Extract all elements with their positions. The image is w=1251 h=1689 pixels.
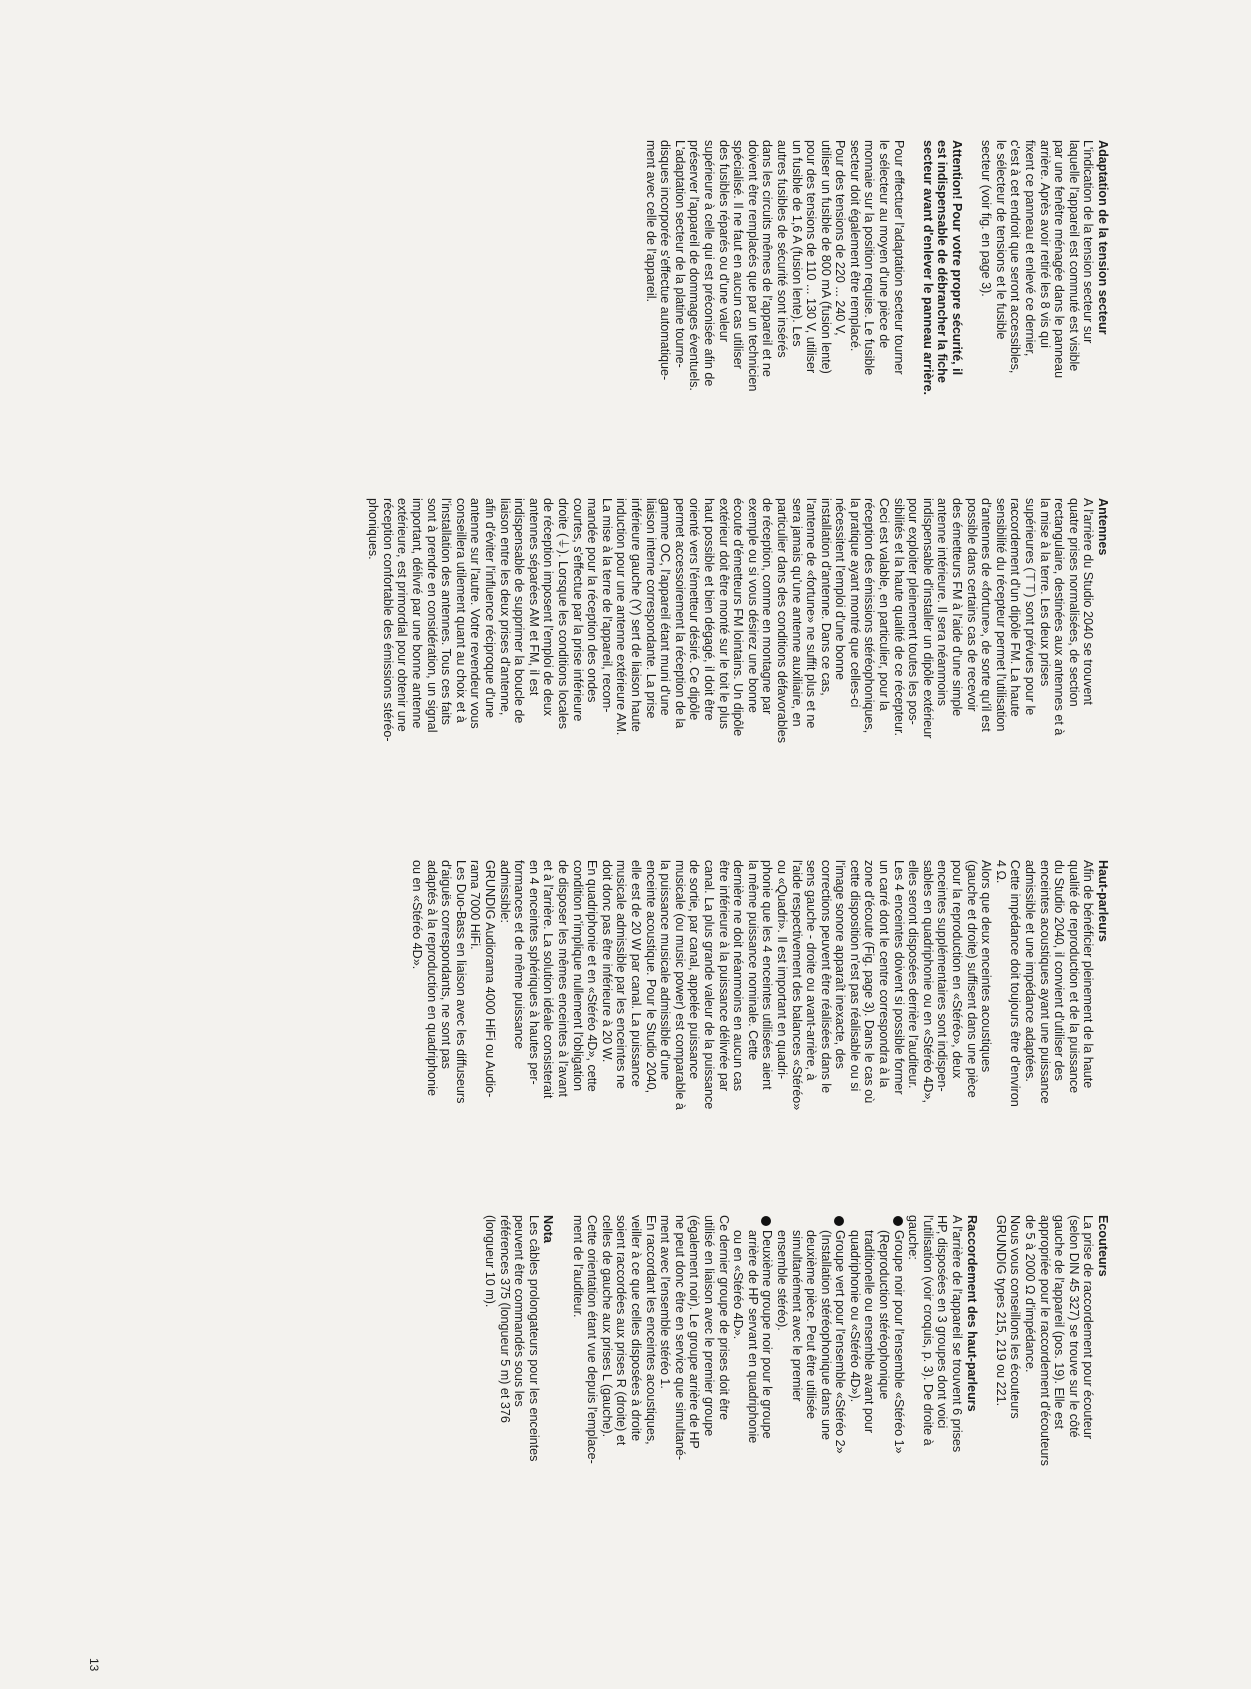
text-line: admissible et une impédance adaptées. [1023,860,1038,1082]
column-tension-secteur [643,140,1110,412]
bullet-item [847,1215,905,1487]
text-line: afin d'éviter l'influence réciproque d'une [483,498,498,719]
text-line: conseillera utilement quant au choix et à [453,498,468,723]
text-line: des émetteurs FM à l'aide d'une simple [950,498,965,717]
text-line: traditionelle ou ensemble avant pour [862,1230,877,1434]
bullet-item [731,1215,775,1487]
text-line: simultanément avec le premier [789,1230,804,1402]
text-line: c'est à cet endroit que seront accessibles, [1008,140,1023,374]
text-line: en 4 enceintes sphériques à hautes per- [526,860,541,1085]
text-line: sibilités et la haute qualité de ce récepteur. [891,498,906,737]
bullet-dot-icon [774,1215,847,1230]
text-line: ne peut donc être en service que simultané- [672,1215,687,1461]
text-line: Cette orientation étant vue depuis l'emplace- [585,1215,600,1464]
text-line: sens gauche - droite ou avant-arrière, à [804,860,819,1081]
text-line: dans les circuits mêmes de l'appareil et ne [760,140,775,377]
paragraph-haut-parleurs [410,860,1096,1132]
heading-raccordement: Raccordement des haut-parleurs [964,1215,979,1412]
text-line: liaison interne correspondante. La prise [643,498,658,719]
text-line: pour la reproduction en «Stéréo», deux [950,860,965,1079]
text-line: ment avec l'ensemble stéréo 1. [658,1215,673,1389]
text-line: pour des tensions de 110 ... 130 V, utiliser [804,140,819,374]
text-line: la même puissance nominale. Cette [745,860,760,1061]
text-line: de disposer les mêmes enceintes à l'avant [556,860,571,1097]
text-line: important, délivré par une bonne antenne [410,498,425,729]
text-line: de 5 à 2000 Ω d'impédance. [1023,1215,1038,1373]
text-line: Les Duo-Bass en liaison avec les diffuseurs [453,860,468,1104]
text-line: utiliser un fusible de 800 mA (fusion lente) [818,140,833,374]
text-line: qualité de reproduction et de la puissance [1066,860,1081,1094]
text-line: extérieure, est primordial pour obtenir une [395,498,410,732]
text-line: inférieure gauche (Y) sert de liaison haute [629,498,643,732]
heading-tension-secteur: Adaptation de la tension secteur [1096,140,1110,335]
column-ecouteurs-raccordement [482,1215,1110,1487]
text-line: Afin de bénéficier pleinement de la haute [1081,860,1096,1089]
text-line: L'indication de la tension secteur sur [1081,140,1096,344]
text-line: enceinte acoustique. Pour le Studio 2040, [643,860,658,1094]
text-line: Pour effectuer l'adaptation secteur tourner [891,140,906,375]
text-line: l'utilisation (voir croquis, p. 3). De droite à [920,1215,935,1446]
text-line: corrections peuvent être réalisées dans le [818,860,833,1094]
text-line: de réception, comme en montagne par [760,498,775,715]
text-line: cette disposition n'est pas réalisable ou si [847,860,862,1092]
paragraph-intro [979,140,1096,412]
text-line: 4 Ω. [993,860,1008,884]
bullet-dot-icon [731,1215,775,1230]
paragraph-antennes [366,498,1096,770]
text-line: enceintes supplémentaires sont indispen- [935,860,950,1092]
column-haut-parleurs [410,860,1111,1132]
text-line: musicale admissible par les enceintes ne [614,860,629,1089]
safety-warning [920,140,964,412]
text-line: (Installation stéréophonique dans une [818,1230,833,1441]
text-line: écoute d'émetteurs FM lointains. Un dipôle [731,498,746,737]
text-line: rectangulaire, destinées aux antennes et à [1052,498,1067,736]
text-line: Groupe noir pour l'ensemble «Stéréo 1» [891,1230,906,1454]
text-line: pour exploiter pleinement toutes les pos- [906,498,921,725]
text-line: indispensable d'installer un dipôle extérieur [920,498,935,739]
text-line: supérieure à celle qui est préconisée afin de [701,140,716,387]
text-line: (longueur 10 m). [483,1215,498,1308]
text-line: courtes, s'effectue par la prise inférieure [570,498,585,722]
text-line: et à l'arrière. La solution idéale consisterait [541,860,556,1099]
text-line: GRUNDIG Audiorama 4000 HiFi ou Audio- [483,860,498,1098]
text-line: Ce dernier groupe de prises doit être [716,1215,731,1421]
text-line: mandée pour la réception des ondes [585,498,600,703]
text-line: laquelle l'appareil est commuté est visible [1066,140,1081,372]
text-line: phonie que les 4 enceintes utilisées aient [760,860,775,1090]
text-line: disques incorporée s'effectue automatique- [658,140,673,381]
text-line: ment de l'auditeur. [570,1215,585,1318]
text-line: HP, disposées en 3 groupes dont voici [935,1215,950,1429]
text-line: quadriphonie ou «Stéréo 4D»). [847,1230,862,1403]
text-line: indispensable de supprimer la boucle de [512,498,527,724]
text-line: droite (⏚). Lorsque les conditions locales [556,498,571,729]
heading-ecouteurs: Ecouteurs [1096,1215,1110,1277]
text-line: références 375 (longueur 5 m) et 376 [497,1215,512,1423]
text-line: (également noir). Le groupe arrière de HP [687,1215,702,1449]
text-line: doit donc pas être inférieure à 20 W. [599,860,614,1063]
text-line: installation d'antenne. Dans ce cas, [818,498,833,696]
text-line: ou en «Stéréo 4D». [410,860,425,970]
text-line: admissible: [497,860,512,923]
text-line: ou en «Stéréo 4D». [731,1230,746,1340]
text-line: secteur doit également être remplacé. [847,140,862,352]
text-line: l'image sonore apparaît inexacte, des [833,860,848,1069]
text-line: secteur avant d'enlever le panneau arrière. [920,140,935,395]
text-line: exemple ou si vous désirez une bonne [745,498,760,713]
text-line: La prise de raccordement pour écouteur [1081,1215,1096,1440]
text-line: Nous vous conseillons les écouteurs [1008,1215,1023,1419]
text-line: Attention! Pour votre propre sécurité, il [950,140,965,376]
text-line: phoniques. [366,498,381,560]
heading-antennes: Antennes [1096,498,1110,556]
text-line: Les câbles prolongateurs pour les enceintes [526,1215,541,1462]
text-line: haut possible et bien dégagé, il doit être [701,498,716,721]
text-line: est indispensable de débrancher la fiche [935,140,950,383]
text-line: veiller à ce que celles disposées à droite [629,1215,643,1442]
text-line: Cette impédance doit toujours être d'environ [1008,860,1023,1107]
text-line: antennes séparées AM et FM, il est [526,498,541,696]
text-line: utilisé en liaison avec le premier groupe [701,1215,716,1437]
text-line: (gauche et droite) suffisent dans une pièce [964,860,979,1098]
text-line: d'aiguës correspondants, ne sont pas [439,860,454,1069]
bullet-dot-icon [847,1215,905,1230]
text-line: gamme OC, l'appareil étant muni d'une [658,498,673,716]
text-line: musicale (ou music power) est comparable à [672,860,687,1110]
text-line: La mise à la terre de l'appareil, recom- [599,498,614,713]
text-line: possible dans certains cas de recevoir [964,498,979,712]
text-line: sont à prendre en considération, un signal [424,498,439,733]
text-line: A l'arrière du Studio 2040 se trouvent [1081,498,1096,705]
text-line: d'antennes de «fortune», de sorte qu'il est [979,498,994,732]
text-line: elle est de 20 W par canal. La puissance [629,860,643,1087]
text-line: sensibilité du récepteur permet l'utilisation [993,498,1008,732]
heading-nota: Nota [541,1215,556,1243]
text-line: enceintes acoustiques ayant une puissance [1037,860,1052,1104]
text-line: particulier dans des conditions défavorables [774,498,789,744]
text-line: quatre prises normalisées, de section [1066,498,1081,707]
text-line: A l'arrière de l'appareil se trouvent 6 prises [950,1215,965,1453]
text-line: Pour des tensions de 220 ... 240 V, [833,140,848,336]
heading-haut-parleurs: Haut-parleurs [1096,860,1110,942]
text-line: antenne sur l'autre. Votre revendeur vous [468,498,483,729]
text-line: la pratique ayant montré que celles-ci [847,498,862,708]
text-line: Deuxième groupe noir pour le groupe [760,1230,775,1439]
paragraph-groupe-arriere [570,1215,731,1487]
text-line: condition n'implique nullement l'obligation [570,860,585,1091]
text-line: de réception imposent l'emploi de deux [541,498,556,717]
text-line: un carré dont le centre correspondra à la [877,860,892,1088]
text-line: fixent ce panneau et enlevé ce dernier, [1023,140,1038,357]
text-line: ensemble stéréo). [774,1230,789,1331]
text-line: de sortie, par canal, appelée puissance [687,860,702,1080]
bullet-item [774,1215,847,1487]
paragraph-fusible [643,140,906,412]
text-line: gauche de l'appareil (pos. 19). Elle est [1052,1215,1067,1429]
text-line: du Studio 2040, il convient d'utiliser des [1052,860,1067,1081]
text-line: rama 7000 HiFi. [468,860,483,950]
text-line: sables en quadriphonie ou en «Stéréo 4D», [920,860,935,1103]
text-line: réception des émissions stéréophoniques, [862,498,877,734]
text-line: dernière ne doit néanmoins en aucun cas [731,860,746,1092]
text-line: permet accessoirement la réception de la [672,498,687,729]
text-line: réception confortable des émissions stéréo- [380,498,395,742]
text-line: l'installation des antennes. Tous ces faits [439,498,454,725]
text-line: la mise à la terre. Les deux prises [1037,498,1052,687]
text-line: formances et de même puissance [512,860,527,1049]
text-line: liaison entre les deux prises d'antenne, [497,498,512,716]
text-line: nécessitent l'emploi d'une bonne [833,498,848,680]
text-line: antenne intérieure. Il sera néanmoins [935,498,950,706]
text-line: supérieures (⊤⊤) sont prévues pour le [1023,498,1038,716]
text-line: celles de gauche aux prises L (gauche). [599,1215,614,1438]
page-number: 13 [87,1658,101,1672]
text-line: Ceci est valable, en particulier, pour la [877,498,892,711]
text-line: Alors que deux enceintes acoustiques [979,860,994,1073]
text-line: par une fenêtre ménagée dans le panneau [1052,140,1067,379]
text-line: adaptés à la reproduction en quadriphonie [424,860,439,1096]
text-line: extérieur doit être monté sur le toit le plus [716,498,731,729]
column-antennes [366,498,1110,770]
paragraph-raccordement [906,1215,964,1487]
text-line: ment avec celle de l'appareil. [643,140,658,303]
paragraph-ecouteurs [993,1215,1095,1487]
text-line: zone d'écoute (Fig. page 3). Dans le cas où [862,860,877,1104]
text-line: arrière. Après avoir retiré les 8 vis qui [1037,140,1052,348]
text-line: préserver l'appareil de dommages éventuels. [687,140,702,391]
text-line: le sélecteur au moyen d'une pièce de [877,140,892,349]
text-line: arrière de HP servant en quadriphonie [745,1230,760,1444]
text-line: soient raccordées aux prises R (droite) et [614,1215,629,1446]
text-line: (selon DIN 45 327) se trouve sur le côté [1066,1215,1081,1438]
text-line: ou «Quadri». Il est important en quadri- [774,860,789,1080]
text-line: orienté vers l'émetteur désiré. Ce dipôle [687,498,702,721]
text-line: être inférieure à la puissance délivrée par [716,860,731,1092]
text-line: elles seront disposées derrière l'auditeur. [906,860,921,1089]
text-line: (Reproduction stéréophonique [877,1230,892,1400]
paragraph-nota [482,1215,540,1487]
text-line: doivent être remplacés que par un technicien [745,140,760,392]
text-line: sera jamais qu'une antenne auxiliaire, en [789,498,804,727]
text-line: le sélecteur de tensions et le fusible [993,140,1008,340]
text-line: induction pour une antenne extérieure AM. [614,498,629,736]
text-line: raccordement d'un dipôle FM. La haute [1008,498,1023,717]
text-line: appropriée pour le raccordement d'écouteurs [1037,1215,1052,1466]
text-line: monnaie sur la position requise. Le fusible [862,140,877,376]
text-line: un fusible de 1,6 A (fusion lente). Les [789,140,804,347]
text-line: secteur (voir fig. en page 3). [979,140,994,297]
text-line: autres fusibles de sécurité sont insérés [774,140,789,358]
text-line: En raccordant les enceintes acoustiques, [643,1215,658,1445]
text-line: spécialisé. Il ne faut en aucun cas utiliser [731,140,746,369]
text-line: peuvent être commandés sous les [512,1215,527,1407]
text-line: Les 4 enceintes doivent si possible former [891,860,906,1095]
text-line: GRUNDIG types 215, 219 ou 221. [993,1215,1008,1407]
text-line: l'antenne de «fortune» ne suffit plus et ne [804,498,819,729]
text-line: L'adaptation secteur de la platine tourne- [672,140,687,368]
text-line: gauche: [906,1215,921,1260]
text-line: l'aide respectivement des balances «Stéréo» [789,860,804,1111]
text-line: la puissance musicale admissible d'une [658,860,673,1081]
text-line: des fusibles réparés ou d'une valeur [716,140,731,342]
text-line: deuxième pièce. Peut être utilisée [804,1230,819,1420]
text-line: Groupe vert pour l'ensemble «Stéréo 2» [833,1230,848,1454]
text-line: canal. La plus grande valeur de la puissance [701,860,716,1110]
text-line: En quadriphonie et en «Stéréo 4D», cette [585,860,600,1092]
